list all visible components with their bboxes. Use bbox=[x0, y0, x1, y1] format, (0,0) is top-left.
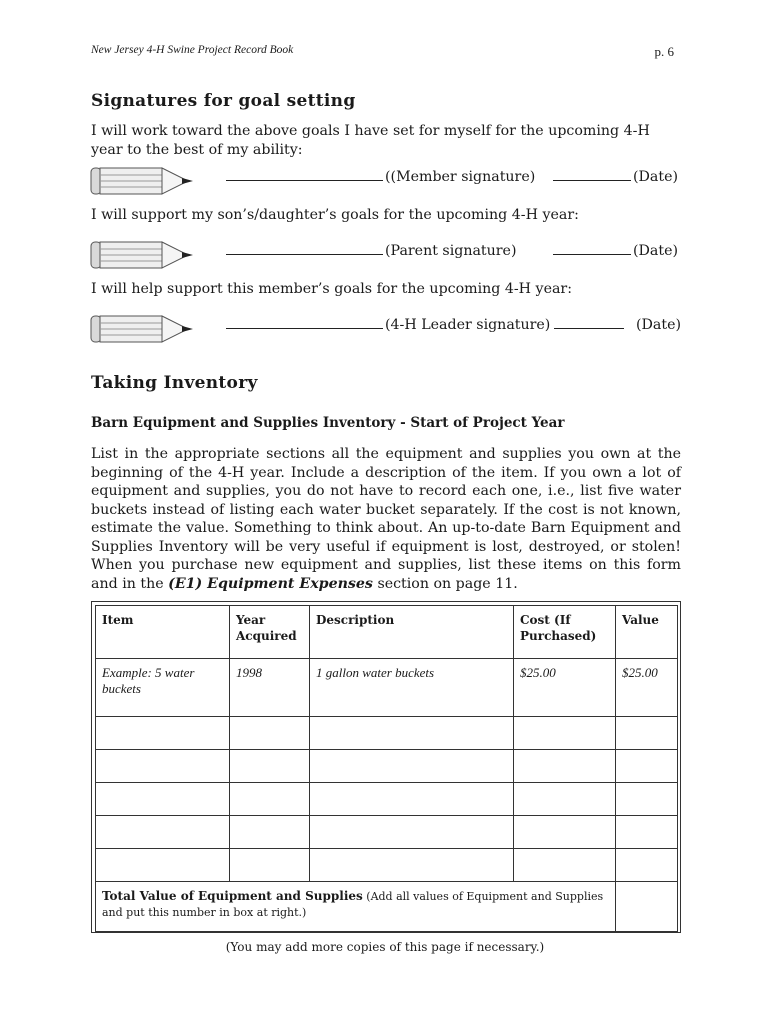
parent-signature-label: (Parent signature) bbox=[385, 243, 517, 259]
table-row[interactable] bbox=[96, 750, 678, 783]
table-row[interactable] bbox=[96, 849, 678, 882]
col-header-year: Year Acquired bbox=[230, 606, 310, 659]
parent-date-line[interactable] bbox=[553, 243, 678, 259]
col-header-value: Value bbox=[616, 606, 678, 659]
example-value: $25.00 bbox=[616, 659, 678, 717]
example-cost: $25.00 bbox=[514, 659, 616, 717]
parent-intro: I will support my son’s/daughter’s goals for the upcoming 4-H year: bbox=[91, 207, 579, 223]
member-date-label: (Date) bbox=[633, 169, 679, 185]
inventory-subheading: Barn Equipment and Supplies Inventory - Start of Project Year bbox=[91, 415, 565, 431]
table-row[interactable] bbox=[96, 783, 678, 816]
table-row[interactable] bbox=[96, 816, 678, 849]
leader-signature-line[interactable] bbox=[226, 317, 626, 333]
table-total-row bbox=[96, 882, 678, 932]
footer-note: (You may add more copies of this page if necessary.) bbox=[225, 940, 545, 954]
example-item: Example: 5 water buckets bbox=[96, 659, 230, 717]
table-row-example bbox=[96, 659, 678, 717]
example-description: 1 gallon water buckets bbox=[310, 659, 514, 717]
inventory-instructions: List in the appropriate sections all the equipment and supplies you own at the beginning of the 4-H year. Include a description of the item. If you own a lot of equipment and supplies, you do not have to record each one, i.e., list five water buckets instead of listing each water bucket separately. If the cost is not known, estimate the value. Something to think about. An up-to-date Barn Equipment and Supplies Inventory will be very useful if equipment is lost, destroyed, or stolen! When you purchase new equipment and supplies, list these items on this form and in the (E1) Equipment Expenses section on page 11. bbox=[91, 446, 681, 592]
parent-date-label: (Date) bbox=[633, 243, 679, 259]
header-title: New Jersey 4-H Swine Project Record Book bbox=[91, 44, 294, 56]
signatures-intro: I will work toward the above goals I have set for myself for the upcoming 4-H year to the best of my ability: bbox=[91, 123, 650, 158]
leader-date-label: (Date) bbox=[636, 317, 682, 333]
pencil-icon bbox=[90, 314, 194, 344]
member-signature-label: ((Member signature) bbox=[385, 169, 536, 185]
col-header-cost: Cost (If Purchased) bbox=[514, 606, 616, 659]
leader-intro: I will help support this member’s goals for the upcoming 4-H year: bbox=[91, 281, 572, 297]
total-label: Total Value of Equipment and Supplies (Add all values of Equipment and Supplies and put this number in box at right.) bbox=[96, 882, 616, 932]
inventory-heading: Taking Inventory bbox=[91, 373, 258, 393]
table-row[interactable] bbox=[96, 717, 678, 750]
total-value-cell[interactable] bbox=[616, 882, 678, 932]
example-year: 1998 bbox=[230, 659, 310, 717]
page-number: p. 6 bbox=[654, 44, 674, 59]
member-date-line[interactable] bbox=[553, 169, 678, 185]
signatures-heading: Signatures for goal setting bbox=[91, 91, 356, 111]
member-signature-line[interactable] bbox=[226, 169, 535, 185]
equipment-expenses-ref: (E1) Equipment Expenses bbox=[168, 575, 373, 592]
leader-signature-label: (4-H Leader signature) bbox=[385, 317, 551, 333]
table-header-row bbox=[96, 606, 678, 659]
inventory-table bbox=[91, 601, 681, 933]
pencil-icon bbox=[90, 166, 194, 196]
pencil-icon bbox=[90, 240, 194, 270]
col-header-item: Item bbox=[96, 606, 230, 659]
parent-signature-line[interactable] bbox=[226, 243, 516, 259]
col-header-description: Description bbox=[310, 606, 514, 659]
